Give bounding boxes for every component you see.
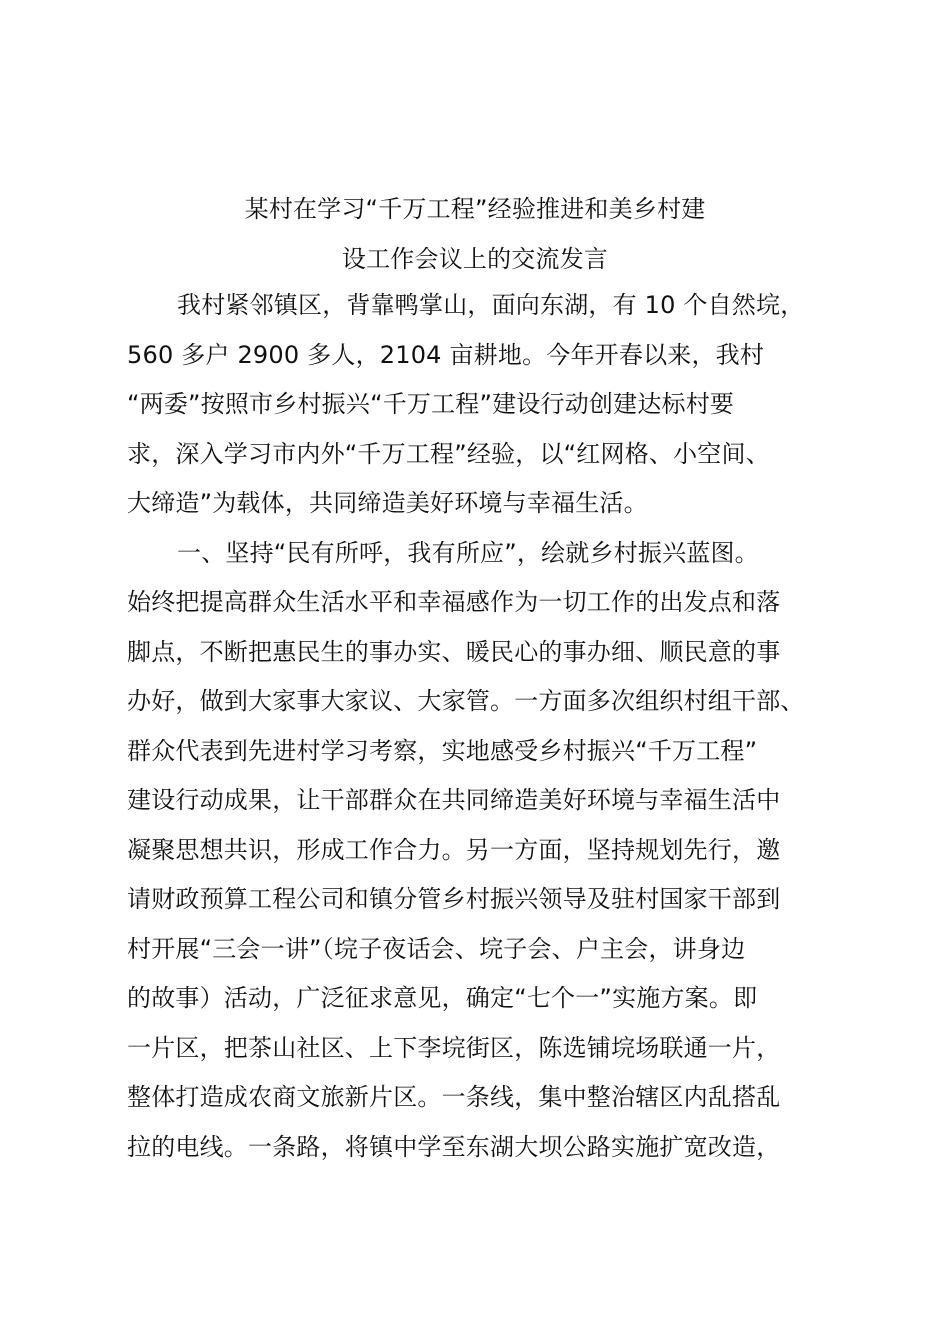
document-title (60, 185, 890, 284)
section-heading-line: 一、坚持“民有所呼，我有所应”，绘就乡村振兴蓝图。 (177, 538, 759, 567)
paragraph-section-one (127, 529, 847, 1173)
text-line: “两委”按照市乡村振兴“千万工程”建设行动创建达标村要 (127, 390, 735, 418)
text-line: 办好，做到大家事大家议、大家管。一方面多次组织村组干部、 (127, 687, 805, 715)
text-line: 村开展“三会一讲”（垸子夜话会、垸子会、户主会，讲身边 (127, 934, 746, 963)
title-line: 某村在学习“千万工程”经验推进和美乡村建 (244, 195, 706, 223)
text-line: 求，深入学习市内外“千万工程”经验，以“红网格、小空间、 (127, 439, 770, 468)
title-line: 设工作会议上的交流发言 (341, 244, 609, 273)
text-line: 群众代表到先进村学习考察，实地感受乡村振兴“千万工程” (127, 736, 758, 765)
text-line: 拉的电线。一条路，将镇中学至东湖大坝公路实施扩宽改造， (127, 1132, 781, 1161)
text-line: 一片区，把茶山社区、上下李垸街区，陈选铺垸场联通一片， (127, 1033, 781, 1062)
text-line: 请财政预算工程公司和镇分管乡村振兴领导及驻村国家干部到 (127, 885, 781, 913)
text-line: 始终把提高群众生活水平和幸福感作为一切工作的出发点和落 (127, 588, 781, 616)
text-line: 560 多户 2900 多人，2104 亩耕地。今年开春以来，我村 (127, 340, 765, 369)
paragraph-intro (127, 281, 847, 529)
text-line: 的故事）活动，广泛征求意见，确定“七个一”实施方案。即 (127, 984, 758, 1012)
text-line: 凝聚思想共识，形成工作合力。另一方面，坚持规划先行，邀 (127, 835, 781, 864)
text-line: 建设行动成果，让干部群众在共同缔造美好环境与幸福生活中 (127, 786, 781, 814)
text-line: 我村紧邻镇区，背靠鸭掌山，面向东湖，有 10 个自然垸， (177, 291, 805, 319)
text-line: 大缔造”为载体，共同缔造美好环境与幸福生活。 (127, 489, 648, 517)
text-line: 整体打造成农商文旅新片区。一条线，集中整治辖区内乱搭乱 (127, 1083, 781, 1111)
text-line: 脚点，不断把惠民生的事办实、暖民心的事办细、顺民意的事 (127, 637, 781, 666)
document-body (127, 281, 847, 1172)
